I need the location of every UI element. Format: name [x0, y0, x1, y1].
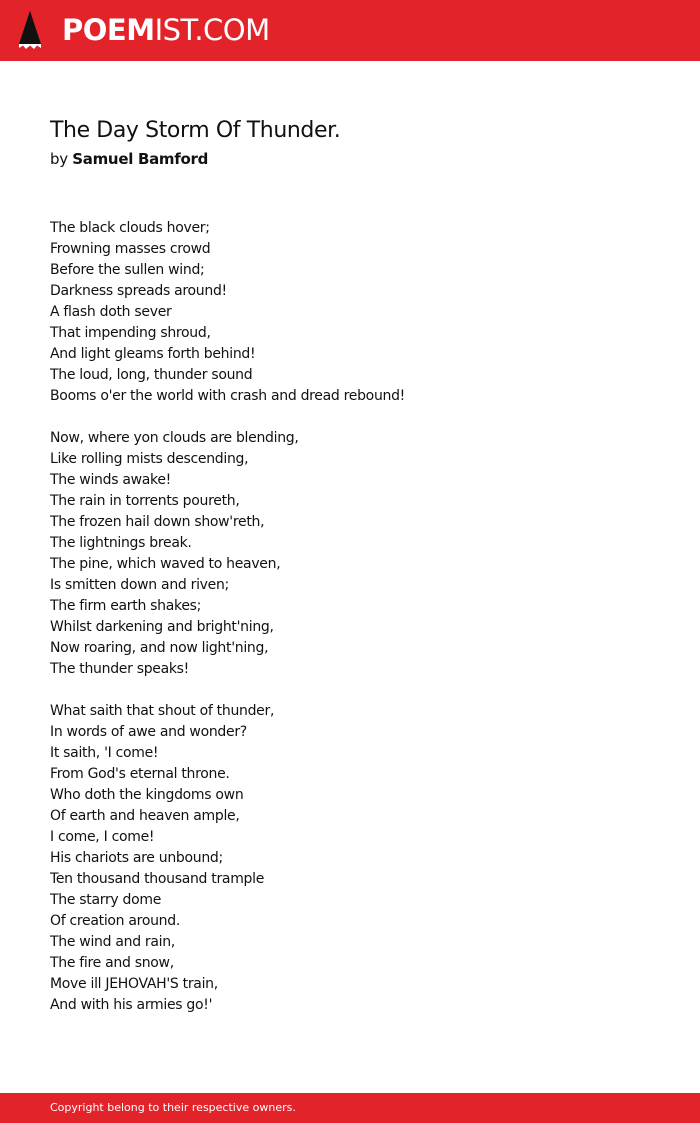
poem-author: Samuel Bamford [72, 150, 209, 168]
logo-text-light: IST.COM [154, 13, 270, 47]
logo-text-bold: POEM [62, 13, 155, 47]
poem-line: And light gleams forth behind! [50, 346, 256, 362]
poem-line: The lightnings break. [50, 535, 192, 551]
poem-line: Before the sullen wind; [50, 262, 205, 278]
poem-line: Ten thousand thousand trample [50, 871, 265, 887]
poem-line: Of earth and heaven ample, [50, 808, 240, 824]
poem-line: Now roaring, and now light'ning, [50, 640, 269, 656]
poem-line: That impending shroud, [50, 325, 211, 341]
poem-line: Move ill JEHOVAH'S train, [50, 976, 218, 992]
poem-byline [50, 148, 208, 170]
poem-line: The wind and rain, [50, 934, 175, 950]
poem-line: The rain in torrents poureth, [50, 493, 240, 509]
poem-line: From God's eternal throne. [50, 766, 230, 782]
poem-body [50, 218, 670, 1016]
poem-line: In words of awe and wonder? [50, 724, 247, 740]
poem-stanza [50, 428, 670, 680]
poem-line: I come, I come! [50, 829, 155, 845]
poem-line: Booms o'er the world with crash and dread rebound! [50, 388, 405, 404]
poem-line: Frowning masses crowd [50, 241, 211, 257]
poem-line: Like rolling mists descending, [50, 451, 249, 467]
poem-line: It saith, 'I come! [50, 745, 159, 761]
pencil-icon [18, 10, 42, 52]
copyright-text: Copyright belong to their respective owners. [50, 1101, 296, 1114]
poem-line: The thunder speaks! [50, 661, 189, 677]
poem-line: The firm earth shakes; [50, 598, 202, 614]
poem-line: The frozen hail down show'reth, [50, 514, 265, 530]
site-footer [0, 1093, 700, 1123]
poem-line: A flash doth sever [50, 304, 172, 320]
poem-line: Darkness spreads around! [50, 283, 227, 299]
poem-stanza [50, 218, 670, 407]
poem-line: His chariots are unbound; [50, 850, 223, 866]
poem-line: The winds awake! [50, 472, 171, 488]
poem-line: Whilst darkening and bright'ning, [50, 619, 274, 635]
poem-line: And with his armies go!' [50, 997, 213, 1013]
poem-line: The pine, which waved to heaven, [50, 556, 281, 572]
poem-line: Of creation around. [50, 913, 180, 929]
poem-line: The fire and snow, [50, 955, 174, 971]
poem-line: Is smitten down and riven; [50, 577, 229, 593]
poem-line: Who doth the kingdoms own [50, 787, 244, 803]
poem-line: Now, where yon clouds are blending, [50, 430, 299, 446]
site-header [0, 0, 700, 61]
poem-line: The black clouds hover; [50, 220, 210, 236]
poem-line: What saith that shout of thunder, [50, 703, 275, 719]
poem-title: The Day Storm Of Thunder. [50, 118, 341, 143]
by-label: by [50, 150, 68, 168]
poem-line: The starry dome [50, 892, 162, 908]
poem-line: The loud, long, thunder sound [50, 367, 253, 383]
poem-stanza [50, 701, 670, 1016]
site-logo[interactable] [62, 12, 270, 48]
